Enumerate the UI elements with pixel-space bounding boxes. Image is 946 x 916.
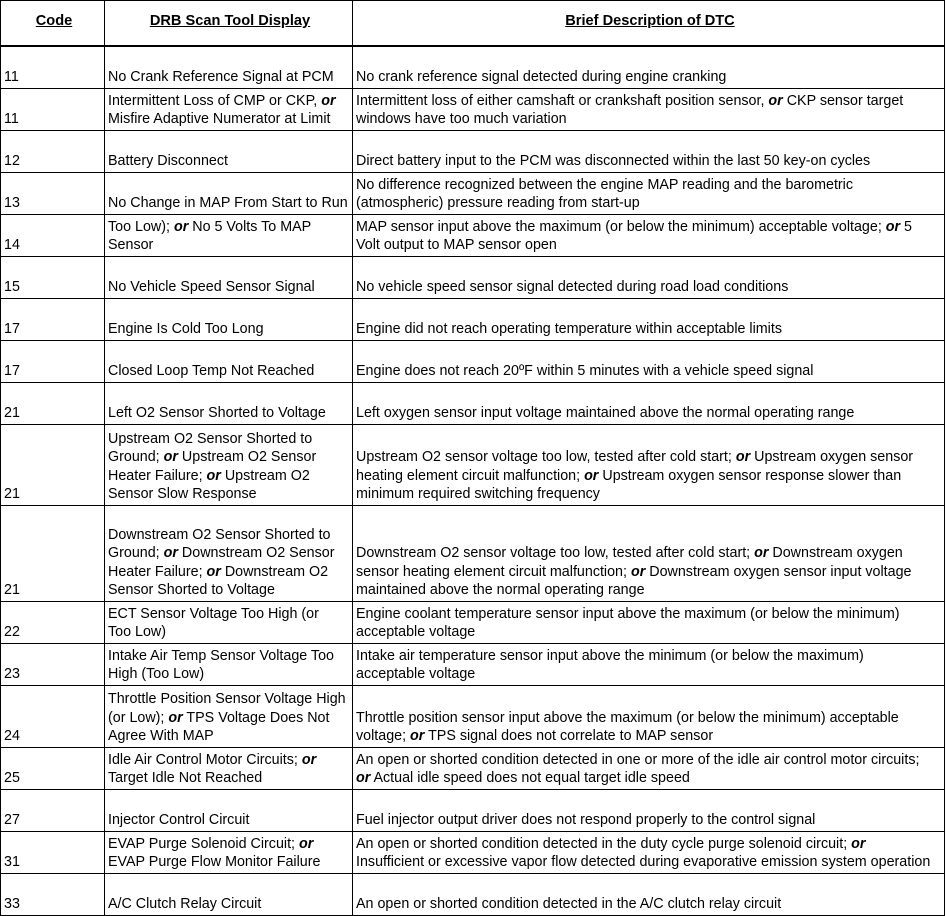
code-cell: 21 <box>1 382 105 424</box>
code-cell: 14 <box>1 214 105 256</box>
table-row <box>1 172 945 214</box>
description-text: acceptable voltage <box>356 666 476 682</box>
code-cell: 21 <box>1 505 105 601</box>
description-cell <box>353 643 945 685</box>
display-text: Upstream O2 <box>220 467 310 484</box>
or-keyword: or <box>301 751 317 768</box>
description-cell <box>353 130 945 172</box>
description-text: (atmospheric) pressure reading from start-up <box>356 195 640 211</box>
code-cell: 17 <box>1 340 105 382</box>
table-row <box>1 505 945 601</box>
description-text: Intermittent loss of either camshaft or crankshaft position sensor, <box>356 92 769 109</box>
or-keyword: or <box>299 835 314 852</box>
description-text: Upstream oxygen sensor <box>750 449 914 465</box>
display-text: Sensor Slow Response <box>108 486 257 502</box>
description-cell <box>353 831 945 873</box>
table-row <box>1 873 945 915</box>
display-text: Heater Failure; <box>108 563 207 580</box>
display-text: Injector Control Circuit <box>108 812 250 828</box>
code-cell: 33 <box>1 873 105 915</box>
description-text: No crank reference signal detected during engine cranking <box>356 69 727 85</box>
code-cell: 22 <box>1 601 105 643</box>
display-text: Upstream O2 Sensor <box>177 449 317 465</box>
description-text: Upstream oxygen sensor response slower than <box>598 467 902 484</box>
description-cell <box>353 340 945 382</box>
table-row <box>1 298 945 340</box>
description-cell <box>353 172 945 214</box>
code-cell: 15 <box>1 256 105 298</box>
description-text: Volt output to MAP sensor open <box>356 237 557 253</box>
display-text: No Crank Reference Signal at PCM <box>108 69 334 85</box>
display-cell <box>105 256 353 298</box>
description-text: No difference recognized between the engine MAP reading and the barometric <box>356 176 854 193</box>
description-text: Intake air temperature sensor input above the minimum (or below the maximum) <box>356 647 864 664</box>
table-row <box>1 130 945 172</box>
display-cell <box>105 789 353 831</box>
or-keyword: or <box>206 563 221 580</box>
or-keyword: or <box>851 835 866 852</box>
or-keyword: or <box>735 449 751 465</box>
or-keyword: or <box>410 728 425 744</box>
description-text: Upstream O2 sensor voltage too low, tested after cold start; <box>356 449 736 465</box>
description-cell <box>353 382 945 424</box>
table-row <box>1 747 945 789</box>
table-row <box>1 601 945 643</box>
display-text: Sensor Shorted to Voltage <box>108 582 275 598</box>
table-row <box>1 88 945 130</box>
display-cell <box>105 424 353 505</box>
or-keyword: or <box>321 92 336 109</box>
description-cell <box>353 88 945 130</box>
display-text: Downstream O2 Sensor Shorted to <box>108 526 331 543</box>
description-text: 5 <box>900 218 913 235</box>
description-text: Downstream O2 sensor voltage too low, tested after cold start; <box>356 545 755 561</box>
display-cell <box>105 382 353 424</box>
description-cell <box>353 747 945 789</box>
description-cell <box>353 505 945 601</box>
description-text: Direct battery input to the PCM was disconnected within the last 50 key-on cycles <box>356 153 871 169</box>
or-keyword: or <box>356 770 371 786</box>
header-description: Brief Description of DTC <box>353 1 945 47</box>
display-cell <box>105 685 353 747</box>
display-text: Heater Failure; <box>108 467 207 484</box>
display-text: Too Low); <box>108 218 174 235</box>
description-cell <box>353 214 945 256</box>
code-cell: 11 <box>1 88 105 130</box>
display-text: High (Too Low) <box>108 666 205 682</box>
display-cell <box>105 873 353 915</box>
display-text: Agree With MAP <box>108 728 214 744</box>
description-cell <box>353 873 945 915</box>
display-text: Too Low) <box>108 624 167 640</box>
description-text: No vehicle speed sensor signal detected during road load conditions <box>356 279 789 295</box>
description-text: Insufficient or excessive vapor flow detected during evaporative emission system operation <box>356 854 931 870</box>
display-cell <box>105 172 353 214</box>
code-cell: 31 <box>1 831 105 873</box>
display-cell <box>105 340 353 382</box>
description-text: An open or shorted condition detected in one or more of the idle air control motor circuits; <box>356 751 920 768</box>
description-text: MAP sensor input above the maximum (or below the minimum) acceptable voltage; <box>356 218 886 235</box>
dtc-table-body <box>1 46 945 915</box>
code-cell: 11 <box>1 46 105 88</box>
or-keyword: or <box>754 545 769 561</box>
header-display: DRB Scan Tool Display <box>105 1 353 47</box>
display-cell <box>105 214 353 256</box>
description-text: CKP sensor target <box>782 92 904 109</box>
display-text: Closed Loop Temp Not Reached <box>108 363 315 379</box>
table-row <box>1 424 945 505</box>
or-keyword: or <box>206 467 221 484</box>
code-cell: 21 <box>1 424 105 505</box>
table-row <box>1 214 945 256</box>
display-text: Left O2 Sensor Shorted to Voltage <box>108 405 326 421</box>
display-cell <box>105 643 353 685</box>
or-keyword: or <box>163 449 178 465</box>
description-cell <box>353 298 945 340</box>
description-text: An open or shorted condition detected in the A/C clutch relay circuit <box>356 896 782 912</box>
table-row <box>1 340 945 382</box>
description-text: heating element circuit malfunction; <box>356 467 585 484</box>
description-cell <box>353 256 945 298</box>
description-text: Engine does not reach 20ºF within 5 minutes with a vehicle speed signal <box>356 363 814 379</box>
display-text: TPS Voltage Does Not <box>182 709 330 726</box>
table-row <box>1 831 945 873</box>
header-row <box>1 1 945 47</box>
display-text: Sensor <box>108 237 154 253</box>
or-keyword: or <box>163 545 178 561</box>
code-cell: 25 <box>1 747 105 789</box>
description-cell <box>353 424 945 505</box>
or-keyword: or <box>584 467 599 484</box>
display-cell <box>105 747 353 789</box>
or-keyword: or <box>168 709 183 726</box>
display-text: Downstream O2 <box>220 563 329 580</box>
description-cell <box>353 685 945 747</box>
description-text: Throttle position sensor input above the maximum (or below the minimum) acceptable <box>356 709 899 726</box>
table-row <box>1 789 945 831</box>
description-text: maintained above the normal operating range <box>356 582 645 598</box>
display-text: Intake Air Temp Sensor Voltage Too <box>108 647 334 664</box>
display-text: Target Idle Not Reached <box>108 770 263 786</box>
display-cell <box>105 46 353 88</box>
or-keyword: or <box>885 218 901 235</box>
code-cell: 12 <box>1 130 105 172</box>
code-cell: 24 <box>1 685 105 747</box>
description-text: sensor heating element circuit malfunction; <box>356 563 631 580</box>
description-text: Left oxygen sensor input voltage maintained above the normal operating range <box>356 405 855 421</box>
display-cell <box>105 831 353 873</box>
description-text: windows have too much variation <box>356 111 567 127</box>
table-row <box>1 643 945 685</box>
description-text: minimum required switching frequency <box>356 486 600 502</box>
display-cell <box>105 505 353 601</box>
code-cell: 27 <box>1 789 105 831</box>
display-text: Ground; <box>108 449 164 465</box>
or-keyword: or <box>768 92 783 109</box>
code-cell: 13 <box>1 172 105 214</box>
description-text: Downstream oxygen <box>768 545 903 561</box>
display-text: Idle Air Control Motor Circuits; <box>108 751 302 768</box>
description-text: Engine did not reach operating temperature within acceptable limits <box>356 321 782 337</box>
code-cell: 17 <box>1 298 105 340</box>
display-text: EVAP Purge Flow Monitor Failure <box>108 854 321 870</box>
table-row <box>1 382 945 424</box>
display-cell <box>105 298 353 340</box>
display-text: No Change in MAP From Start to Run <box>108 195 348 211</box>
display-text: No 5 Volts To MAP <box>188 218 312 235</box>
display-text: No Vehicle Speed Sensor Signal <box>108 279 315 295</box>
description-text: Engine coolant temperature sensor input above the maximum (or below the minimum) <box>356 605 900 622</box>
display-text: Misfire Adaptive Numerator at Limit <box>108 111 331 127</box>
table-row <box>1 685 945 747</box>
display-text: Throttle Position Sensor Voltage High <box>108 691 346 707</box>
description-cell <box>353 46 945 88</box>
display-text: Intermittent Loss of CMP or CKP, <box>108 92 322 109</box>
description-text: voltage; <box>356 728 411 744</box>
header-code: Code <box>1 1 105 47</box>
display-text: Upstream O2 Sensor Shorted to <box>108 430 313 447</box>
display-cell <box>105 130 353 172</box>
code-cell: 23 <box>1 643 105 685</box>
description-cell <box>353 789 945 831</box>
description-text: Downstream oxygen sensor input voltage <box>645 563 912 580</box>
description-text: TPS signal does not correlate to MAP sensor <box>424 728 714 744</box>
description-text: An open or shorted condition detected in the duty cycle purge solenoid circuit; <box>356 835 852 852</box>
table-row <box>1 256 945 298</box>
display-text: Battery Disconnect <box>108 153 228 169</box>
or-keyword: or <box>630 563 646 580</box>
display-text: Engine Is Cold Too Long <box>108 321 264 337</box>
display-text: EVAP Purge Solenoid Circuit; <box>108 835 299 852</box>
description-cell <box>353 601 945 643</box>
display-cell <box>105 601 353 643</box>
display-text: A/C Clutch Relay Circuit <box>108 896 262 912</box>
display-text: ECT Sensor Voltage Too High (or <box>108 605 319 622</box>
or-keyword: or <box>173 218 189 235</box>
display-text: (or Low); <box>108 709 169 726</box>
description-text: acceptable voltage <box>356 624 476 640</box>
display-cell <box>105 88 353 130</box>
table-row <box>1 46 945 88</box>
display-text: Ground; <box>108 545 164 561</box>
description-text: Fuel injector output driver does not respond properly to the control signal <box>356 812 816 828</box>
display-text: Downstream O2 Sensor <box>177 545 335 561</box>
description-text: Actual idle speed does not equal target idle speed <box>370 770 690 786</box>
